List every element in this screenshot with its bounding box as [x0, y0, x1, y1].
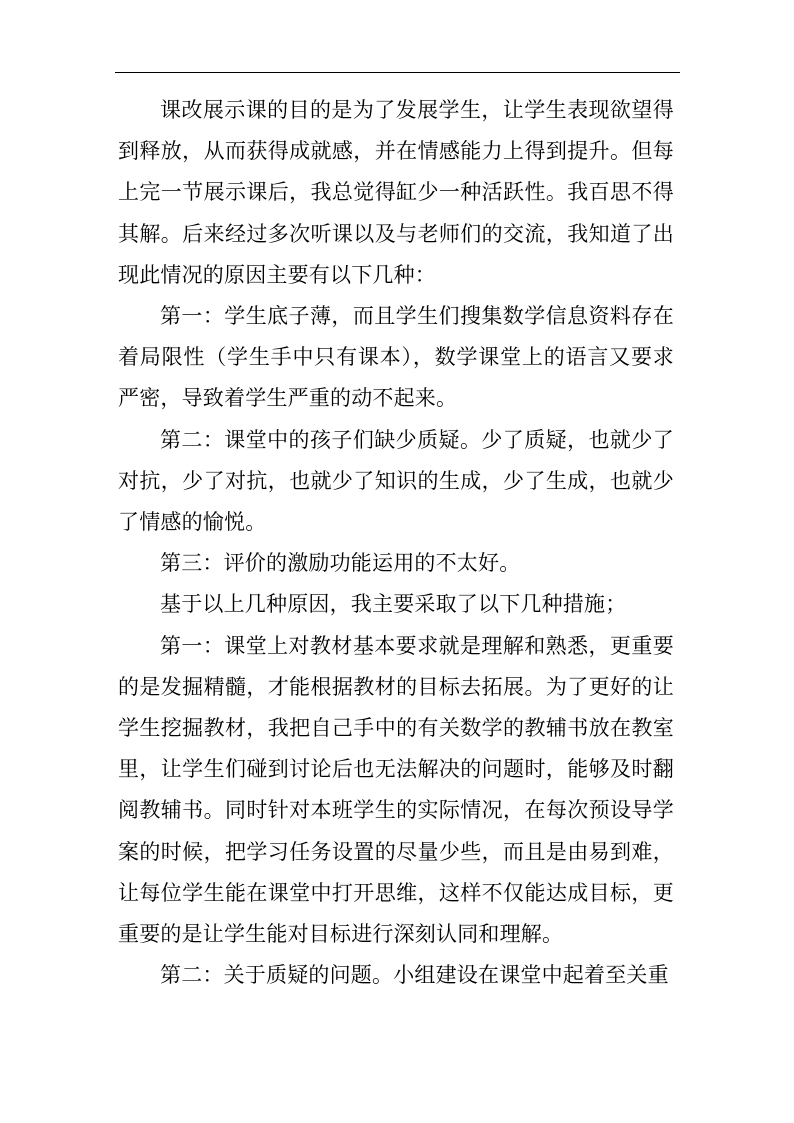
paragraph-measures-intro: 基于以上几种原因，我主要采取了以下几种措施； — [160, 592, 627, 617]
paragraph-reason-3: 第三：评价的激励功能运用的不太好。 — [160, 551, 521, 576]
paragraph-reason-2: 第二：课堂中的孩子们缺少质疑。少了质疑，也就少了对抗，少了对抗，也就少了知识的生成，少了生成，也就少了情感的愉悦。 — [118, 427, 674, 535]
paragraph-measure-1: 第一：课堂上对教材基本要求就是理解和熟悉，更重要的是发掘精髓，才能根据教材的目标去拓展。为了更好的让学生挖掘教材，我把自己手中的有关数学的教辅书放在教室里，让学生们碰到讨论后也无法解决的问题时，能够及时翻阅教辅书。同时针对本班学生的实际情况，在每次预设导学案的时候，把学习任务设置的尽量少些，而且是由易到难，让每位学生能在课堂中打开思维，这样不仅能达成目标，更重要的是让学生能对目标进行深刻认同和理解。 — [118, 633, 674, 947]
paragraph-reason-1: 第一：学生底子薄，而且学生们搜集数学信息资料存在着局限性（学生手中只有课本），数学课堂上的语言又要求严密，导致着学生严重的动不起来。 — [118, 304, 674, 411]
header-rule — [115, 72, 680, 73]
paragraph-intro: 课改展示课的目的是为了发展学生，让学生表现欲望得到释放，从而获得成就感，并在情感能力上得到提升。但每上完一节展示课后，我总觉得缸少一种活跃性。我百思不得其解。后来经过多次听课以及与老师们的交流，我知道了出现此情况的原因主要有以下几种： — [118, 98, 674, 287]
document-body — [118, 90, 674, 996]
paragraph-measure-2: 第二：关于质疑的问题。小组建设在课堂中起着至关重 — [160, 963, 669, 988]
